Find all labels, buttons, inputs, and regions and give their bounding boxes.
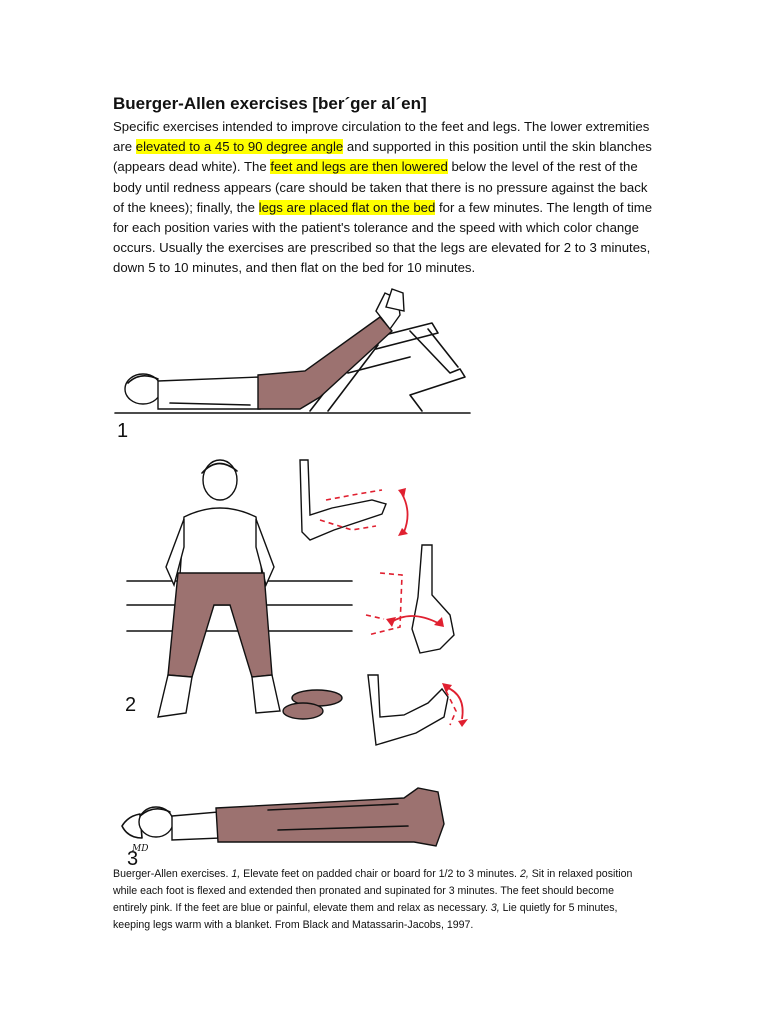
para-text-4: for a few minutes. The length of time for each position varies with the patient's tolerance and the speed with which color change occurs. Usually the exercises are prescribed so that the legs are elevated for 2 to 3 minutes, down 5 to 10 minutes, and then flat on the bed for 10 minutes. xyxy=(113,199,653,276)
caption-num-2: 2, xyxy=(519,868,529,880)
artist-signature: MD xyxy=(132,844,149,854)
figure-label-3: 3 xyxy=(127,848,139,870)
head-figure-2 xyxy=(203,460,237,500)
caption-num-1: 1, xyxy=(231,868,241,880)
pants-figure-1 xyxy=(258,317,392,409)
caption-text-2: Elevate feet on padded chair or board for 1/2 to 3 minutes. xyxy=(240,868,520,880)
figure-1-elevated-legs-illustration xyxy=(110,285,480,420)
highlight-lowered: feet and legs are then lowered xyxy=(270,159,448,175)
para-text-1: Specific exercises intended to improve circulation to the feet and legs. The lower extremities are xyxy=(113,119,650,155)
highlight-elevated: elevated to a 45 to 90 degree angle xyxy=(135,139,344,155)
caption-num-3: 3, xyxy=(490,902,500,914)
definition-paragraph xyxy=(113,117,653,279)
blanket-figure-3 xyxy=(216,788,444,846)
slipper-2 xyxy=(283,703,323,719)
para-text-2: and supported in this position until the skin blanches (appears dead white). The xyxy=(113,139,652,175)
pants-figure-2 xyxy=(168,573,272,677)
caption-text-4: Lie quietly for 5 minutes, keeping legs warm with a blanket. From Black and Matassarin-Jacobs, 1997. xyxy=(113,902,618,931)
figure-3-flat-illustration xyxy=(118,780,458,860)
page-title: Buerger-Allen exercises [ber´ger al´en] xyxy=(113,94,427,113)
figure-label-2: 2 xyxy=(125,694,137,716)
para-text-3: below the level of the rest of the body until redness appears (care should be taken that there is no pressure against the back of the knees); finally, the xyxy=(113,159,648,215)
foot-extension-illustration xyxy=(368,675,478,755)
foot-rotation-illustration xyxy=(360,545,470,660)
figure-caption xyxy=(113,866,648,934)
highlight-flat: legs are placed flat on the bed xyxy=(258,199,436,215)
caption-text-1: Buerger-Allen exercises. xyxy=(113,868,232,880)
figure-label-1: 1 xyxy=(117,420,129,442)
caption-text-3: Sit in relaxed position while each foot is flexed and extended then pronated and supinated for 3 minutes. The feet should become entirely pink. If the feet are blue or painful, elevate them and relax as necessary. xyxy=(113,868,633,914)
